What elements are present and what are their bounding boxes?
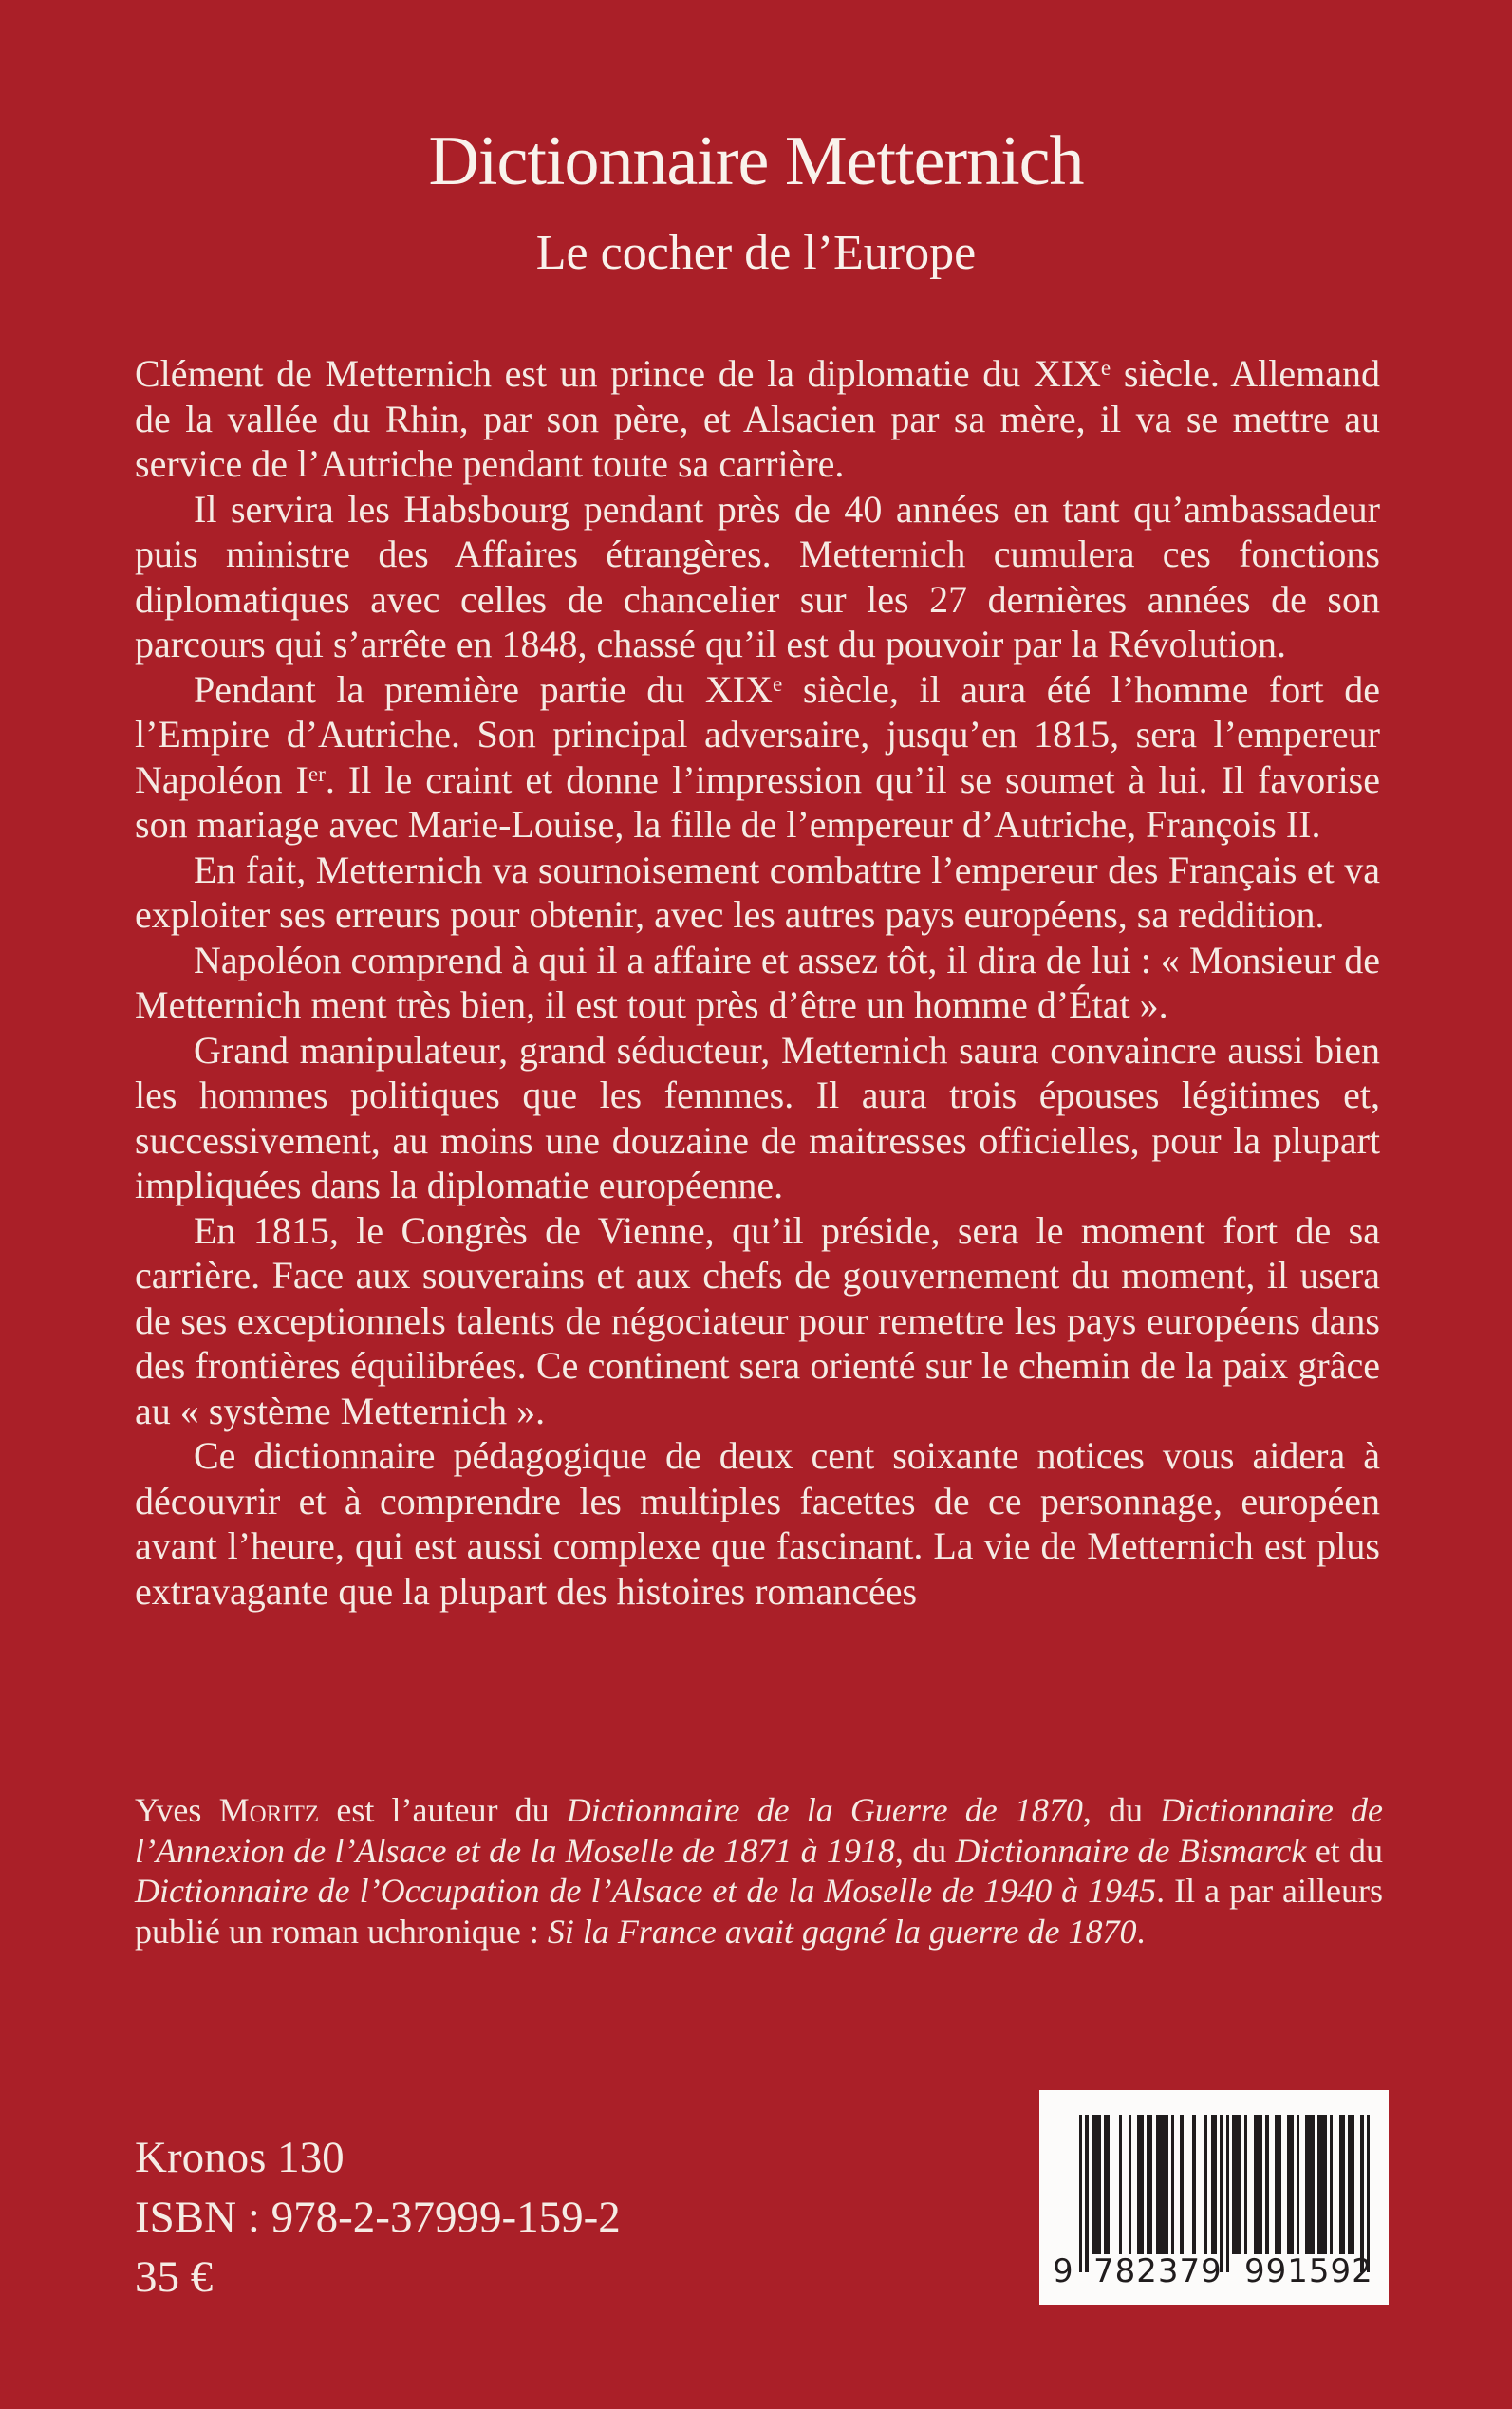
text-run: , du xyxy=(1082,1791,1161,1829)
barcode-digits-group2: 991592 xyxy=(1244,2252,1373,2290)
text-run: Si la France avait gagné la guerre de 1870 xyxy=(547,1912,1137,1951)
barcode-bar xyxy=(1244,2115,1247,2254)
synopsis-paragraph xyxy=(135,667,1380,848)
text-run: Napoléon comprend à qui il a affaire et assez tôt, il dira de lui : « Monsieur de Metternich ment très bien, il est tout près d’être un homme d’État ». xyxy=(135,938,1380,1026)
barcode-bar xyxy=(1238,2115,1241,2254)
barcode-bar xyxy=(1192,2115,1195,2254)
barcode-bar xyxy=(1214,2115,1217,2254)
text-run: est l’auteur du xyxy=(319,1791,567,1829)
barcode-digit-first: 9 xyxy=(1053,2252,1074,2290)
synopsis-paragraph xyxy=(135,848,1380,938)
text-run: Dictionnaire de Bismarck xyxy=(955,1831,1307,1870)
synopsis-paragraph xyxy=(135,938,1380,1028)
barcode-bar xyxy=(1097,2115,1100,2254)
barcode-bar xyxy=(1140,2115,1143,2254)
barcode-bar xyxy=(1352,2115,1354,2254)
text-run: er xyxy=(308,761,326,787)
text-run: Dictionnaire de l’Occupation de l’Alsace et de la Moselle de 1940 à 1945 xyxy=(135,1872,1157,1910)
barcode-bar xyxy=(1297,2115,1299,2254)
text-run: Dictionnaire de la Guerre de 1870 xyxy=(566,1791,1083,1829)
barcode-bar xyxy=(1342,2115,1345,2254)
text-run: siècle. Allemand de la vallée du Rhin, par son père, et Alsacien par sa mère, il va se mettre au service de l’Autriche pendant toute sa carrière. xyxy=(135,352,1380,485)
barcode-bar xyxy=(1260,2115,1262,2254)
barcode-bar xyxy=(1367,2115,1370,2272)
barcode-bars xyxy=(1079,2115,1370,2273)
barcode-bar xyxy=(1180,2115,1183,2254)
text-run: Dictionnaire de l’Annexion de l’Alsace et de la Moselle de 1871 à 1918 xyxy=(135,1791,1384,1870)
synopsis-paragraph xyxy=(135,1433,1380,1614)
barcode-bar xyxy=(1278,2115,1280,2254)
synopsis-paragraph xyxy=(135,1208,1380,1434)
title-block xyxy=(0,123,1512,281)
author-note xyxy=(135,1790,1383,1951)
barcode-bar xyxy=(1312,2115,1315,2254)
text-run: . Il a par ailleurs publié un roman uchronique : xyxy=(135,1872,1383,1951)
text-run: . xyxy=(1136,1912,1146,1951)
text-run: Ce dictionnaire pédagogique de deux cent soixante notices vous aidera à découvrir et à comprendre les multiples facettes de ce personnage, européen avant l’heure, qui est aussi complexe que fascinant. La vie de Metternich est plus extravagante que la plupart des histoires romancées xyxy=(135,1434,1380,1613)
text-run: En 1815, le Congrès de Vienne, qu’il préside, sera le moment fort de sa carrière. Face aux souverains et aux chefs de gouvernement du moment, il usera de ses exceptionnels talents de négociateur pour remettre les pays européens dans des frontières équilibrées. Ce continent sera orienté sur le chemin de la paix grâce au « système Metternich ». xyxy=(135,1208,1380,1432)
barcode-bar xyxy=(1324,2115,1327,2254)
isbn: ISBN : 978-2-37999-159-2 xyxy=(135,2193,621,2242)
barcode-bar xyxy=(1171,2115,1174,2254)
author-note-paragraph xyxy=(135,1790,1383,1951)
text-run: Yves xyxy=(135,1791,219,1829)
text-run: Grand manipulateur, grand séducteur, Metternich saura convaincre aussi bien les hommes politiques que les femmes. Il aura trois épouses légitimes et, successivement, au moins une douzaine de maitresses officielles, pour la plupart impliquées dans la diplomatie européenne. xyxy=(135,1028,1380,1206)
barcode-bar xyxy=(1204,2115,1207,2254)
text-run: Il servira les Habsbourg pendant près de 40 années en tant qu’ambassadeur puis ministre des Affaires étrangères. Metternich cumulera ces fonctions diplomatiques avec celles de chancelier sur les 27 dernières années de son parcours qui s’arrête en 1848, chassé qu’il est du pouvoir par la Révolution. xyxy=(135,487,1380,665)
barcode-bar xyxy=(1119,2115,1122,2254)
barcode-bar xyxy=(1085,2115,1088,2272)
text-run: , du xyxy=(894,1831,956,1870)
barcode xyxy=(1039,2090,1389,2305)
synopsis-paragraph xyxy=(135,487,1380,667)
synopsis-paragraph xyxy=(135,351,1380,487)
text-run: Pendant la première partie du XIX xyxy=(194,667,773,711)
collection-number: Kronos 130 xyxy=(135,2133,345,2182)
barcode-bar xyxy=(1226,2115,1229,2272)
barcode-bar xyxy=(1360,2115,1363,2272)
text-run: e xyxy=(1100,356,1111,382)
book-title: Dictionnaire Metternich xyxy=(428,122,1084,200)
barcode-bar xyxy=(1129,2115,1131,2254)
synopsis xyxy=(135,351,1380,1614)
publisher-info xyxy=(135,2128,621,2307)
price: 35 € xyxy=(135,2252,214,2302)
text-run: En fait, Metternich va sournoisement combattre l’empereur des Français et va exploiter ses erreurs pour obtenir, avec les autres pays européens, sa reddition. xyxy=(135,848,1380,936)
text-run: Moritz xyxy=(218,1791,320,1829)
text-run: et du xyxy=(1306,1831,1383,1870)
barcode-bar xyxy=(1149,2115,1152,2254)
barcode-bar xyxy=(1330,2115,1333,2254)
text-run: siècle, il aura été l’homme fort de l’Empire d’Autriche. Son principal adversaire, jusqu’en 1815, sera l’empereur Napoléon I xyxy=(135,667,1381,801)
barcode-bar xyxy=(1079,2115,1082,2272)
barcode-bar xyxy=(1290,2115,1293,2254)
synopsis-paragraph xyxy=(135,1028,1380,1208)
barcode-bar xyxy=(1220,2115,1223,2272)
barcode-digits-group1: 782379 xyxy=(1093,2252,1223,2290)
book-subtitle: Le cocher de l’Europe xyxy=(535,226,977,281)
barcode-bar xyxy=(1165,2115,1167,2254)
text-run: . Il le craint et donne l’impression qu’il se soumet à lui. Il favorise son mariage avec Marie-Louise, la fille de l’empereur d’Autriche, François II. xyxy=(135,757,1380,846)
text-run: Clément de Metternich est un prince de la diplomatie du XIX xyxy=(135,352,1101,395)
text-run: e xyxy=(772,671,783,697)
barcode-bar xyxy=(1107,2115,1110,2254)
barcode-bar xyxy=(1265,2115,1268,2254)
